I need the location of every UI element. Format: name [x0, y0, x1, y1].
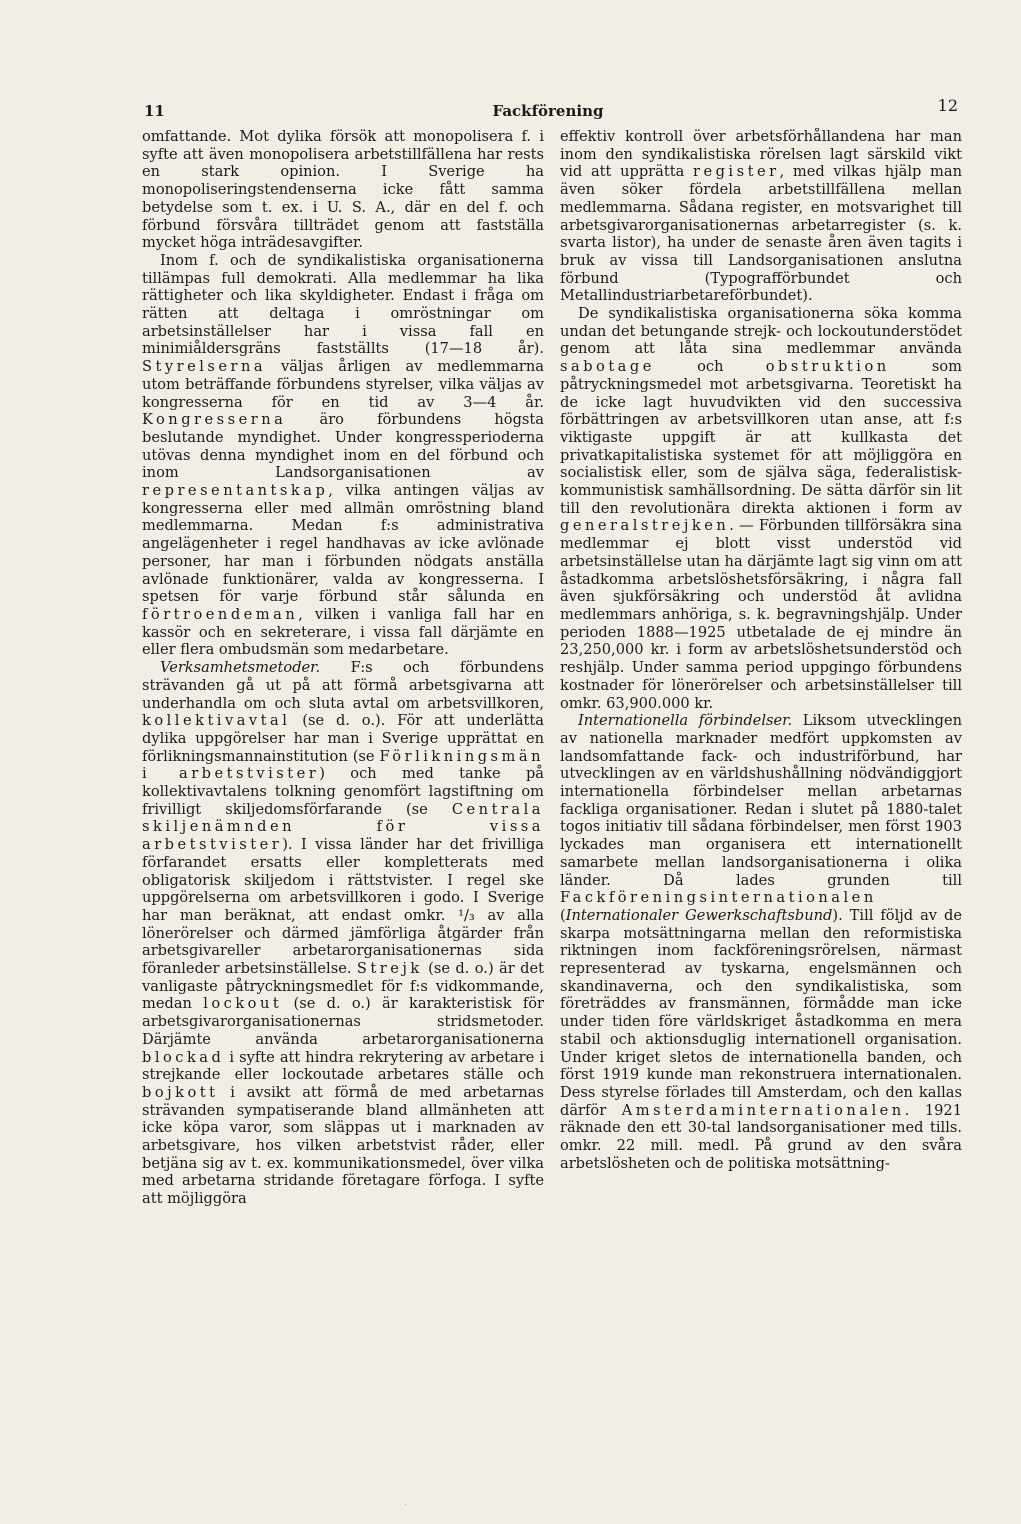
spaced-term: Amsterdaminternationalen: [621, 1101, 905, 1119]
spaced-term: Centrala skiljenämnden för vissa arbetstvister: [142, 800, 544, 854]
right-column: [560, 128, 962, 1388]
text-run: Inom f. och de syndikalistiska organisationerna tillämpas full demokrati. Alla medlemmar ha lika rättigheter och lika skyldigheter. Endast i fråga om rätten att deltaga i omröstningar om arbetsinställelser har i vissa fall en minimiåldersgräns fastställts (17—18 år).: [142, 251, 544, 358]
text-run: omfattande. Mot dylika försök att monopolisera f. i syfte att även monopolisera arbetstillfällena har rests en stark opinion. I Sverige ha monopoliseringstendenserna icke fått samma betydelse som t. ex. i U. S. A., där en del f. och förbund försvåra tillträdet genom att fastställa mycket höga inträdesavgifter.: [142, 128, 544, 252]
running-header: [138, 98, 958, 120]
paragraph: [560, 128, 962, 305]
paragraph: [142, 659, 544, 1208]
text-run: väljas årligen av medlemmarna utom beträffande förbundens styrelser, vilka väljas av kongresserna för en tid av 3—4 år.: [142, 358, 544, 411]
paragraph: [560, 712, 962, 1172]
page-number-left: 11: [144, 102, 165, 120]
text-run: Liksom utvecklingen av nationella marknader medfört uppkomsten av landsomfattande fack- och industriförbund, har utvecklingen av en världshushållning nödvändiggjort internationella förbindelser mellan arbetarnas fackliga organisationer. Redan i slutet på 1880-talet togos initiativ till sådana förbindelser, men först 1903 lyckades man organisera ett internationellt samarbete mellan landsorganisationerna i olika länder. Då lades grunden till: [560, 712, 962, 889]
text-run: De syndikalistiska organisationerna söka komma undan det betungande strejk- och lockoutunderstödet genom att låta sina medlemmar använda: [560, 305, 962, 358]
text-run: F:s och förbundens strävanden gå ut på att förmå arbetsgivarna att underhandla om och sluta avtal om arbetsvillkoren,: [142, 659, 544, 712]
text-run: . — Förbunden tillförsäkra sina medlemmar ej blott visst understöd vid arbetsinställelse utan ha därjämte lagt sig vinn om att åstadkomma arbetslöshetsförsäkring, i några fall även sjukförsäkring och understöd åt avlidna medlemmars anhöriga, s. k. begravningshjälp. Under perioden 1888—1925 utbetalade de ej mindre än 23,250,000 kr. i form av arbetslöshetsunderstöd och reshjälp. Under samma period uppgingo förbundens kostnader för lönerörelser och arbetsinställelser till omkr. 63,900.000 kr.: [560, 517, 962, 712]
text-run: (se d. o.) är karakteristisk för arbetsgivarorganisationernas stridsmetoder. Därjämte använda arbetarorganisationerna: [142, 995, 544, 1048]
spaced-term: Kongresserna: [142, 411, 287, 429]
text-run: som påtryckningsmedel mot arbetsgivarna. Teoretiskt ha de icke lagt huvudvikten vid den successiva förbättringen av arbetsvillkoren utan anse, att f:s viktigaste uppgift är att kullkasta det privatkapitalistiska systemet för att möjliggöra en socialistisk eller, som de själva säga, federalistisk-kommunistisk samhällsordning. De sätta därför sin lit till den revolutionära direkta aktionen i form av: [560, 358, 962, 517]
text-run: ). Till följd av de skarpa motsättningarna mellan den reformistiska riktningen inom fackföreningsrörelsen, närmast representerad av tyskarna, engelsmännen och skandinaverna, och den syndikalistiska, som företräddes av fransmännen, förmådde man icke under tiden före världskriget åstadkomma en mera stabil och aktionsduglig internationell organisation. Under kriget sletos de internationella banden, och först 1919 kunde man rekonstruera internationalen. Dess styrelse förlades till Amsterdam, och den kallas därför: [560, 906, 962, 1119]
italic-term: Internationaler Gewerkschaftsbund: [565, 906, 833, 924]
spaced-term: Strejk: [356, 960, 423, 978]
spaced-term: register: [692, 163, 780, 181]
spaced-term: generalstrejken: [560, 517, 730, 535]
text-run: . 1921 räknade den ett 30-tal landsorganisationer med tills. omkr. 22 mill. medl. På grund av den svåra arbetslösheten och de politiska motsättning-: [560, 1101, 962, 1172]
spaced-term: blockad: [142, 1048, 225, 1066]
spaced-term: sabotage: [560, 358, 655, 376]
text-run: äro förbundens högsta beslutande myndighet. Under kongressperioderna utövas denna myndighet inom en del förbund och inom Landsorganisationen av: [142, 411, 544, 482]
text-run: , vilken i vanliga fall har en kassör och en sekreterare, i vissa fall därjämte en eller flera ombudsmän som medarbetare.: [142, 605, 544, 659]
text-run: effektiv kontroll över arbetsförhållandena har man inom den syndikalistiska rörelsen lagt särskild vikt vid att upprätta: [560, 128, 962, 181]
spaced-term: representantskap: [142, 482, 329, 500]
left-column: [142, 128, 544, 1388]
paragraph: [142, 252, 544, 659]
page-number-right: 12: [937, 96, 958, 115]
spaced-term: obstruktion: [765, 358, 890, 376]
scan-mark: ˎ: [404, 1496, 407, 1505]
text-run: (se d. o.) är det vanligaste påtryckningsmedlet för f:s vidkommande, medan: [142, 960, 544, 1013]
spaced-term: Förlikningsmän i arbetstvister: [142, 747, 544, 783]
spaced-term: Fackföreningsinternationalen: [560, 889, 877, 907]
running-title: Fackförening: [492, 102, 604, 120]
spaced-term: förtroendeman: [142, 605, 299, 623]
spaced-term: Styrelserna: [142, 358, 267, 376]
text-run: i syfte att hindra rekrytering av arbetare i strejkande eller lockoutade arbetares ställe och: [142, 1048, 544, 1084]
spaced-term: kollektivavtal: [142, 712, 291, 730]
text-run: , med vilkas hjälp man även söker fördela arbetstillfällena mellan medlemmarna. Sådana register, en motsvarighet till arbetsgivarorganisationernas arbetarregister (s. k. svarta listor), ha under de senaste åren även tagits i bruk av vissa till Landsorganisationen anslutna förbund (Typografförbundet och Metallindustriarbetareförbundet).: [560, 163, 962, 305]
italic-term: Verksamhetsmetoder.: [160, 659, 321, 677]
spaced-term: bojkott: [142, 1083, 219, 1101]
text-run: ) och med tanke på kollektivavtalens tolkning genomfört lagstiftning om frivilligt skiljedomsförfarande (se: [142, 765, 544, 818]
text-run: i avsikt att förmå de med arbetarnas strävanden sympatiserande bland allmänheten att icke köpa varor, som släppas ut i marknaden av arbetsgivare, hos vilken arbetstvist råder, eller betjäna sig av t. ex. kommunikationsmedel, över vilka med arbetarna stridande företagare förfoga. I syfte att möjliggöra: [142, 1083, 544, 1208]
text-run: och: [654, 358, 766, 376]
italic-term: Internationella förbindelser.: [578, 712, 793, 730]
spaced-term: lockout: [203, 995, 283, 1013]
text-run: (se d. o.). För att underlätta dylika uppgörelser har man i Sverige upprättat en förlikningsmannainstitution (se: [142, 712, 544, 765]
paragraph: [560, 305, 962, 712]
text-run: ). I vissa länder har det frivilliga förfarandet ersatts eller kompletterats med obligatorisk skiljedom i rättstvister. I regel ske uppgörelserna om arbetsvillkoren i godo. I Sverige har man beräknat, att endast omkr. ¹/₃ av alla lönerörelser och därmed jämförliga åtgärder från arbetsgivareller arbetarorganisationernas sida föranleder arbetsinställelse.: [142, 836, 544, 978]
text-run: (: [560, 906, 566, 924]
paragraph: [142, 128, 544, 252]
text-run: , vilka antingen väljas av kongresserna eller med allmän omröstning bland medlemmarna. Medan f:s administrativa angelägenheter i regel handhavas av icke avlönade personer, har man i förbunden nödgats anställa avlönade funktionärer, valda av kongresserna. I spetsen för varje förbund står sålunda en: [142, 482, 544, 606]
